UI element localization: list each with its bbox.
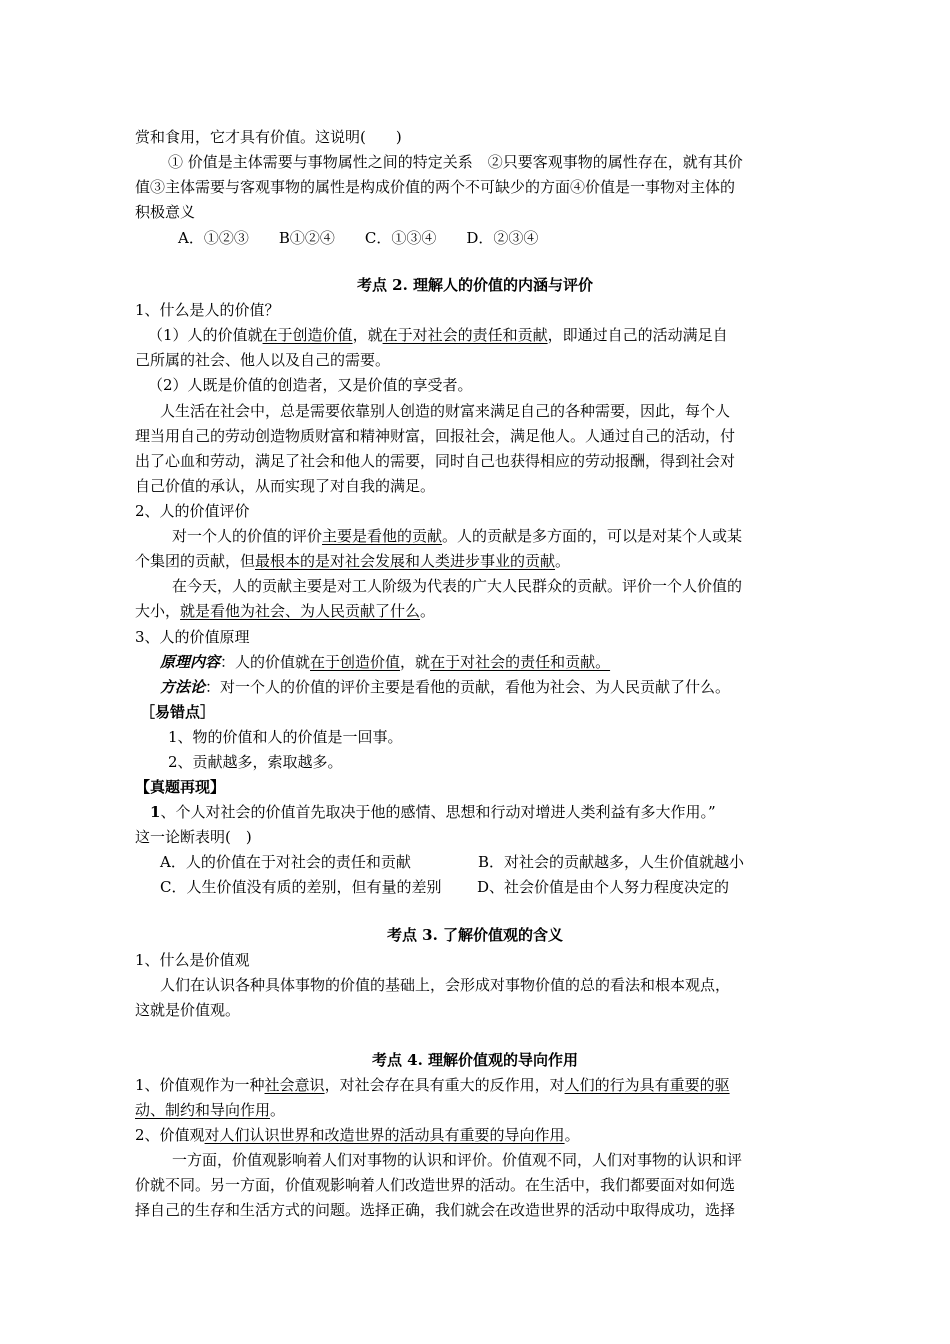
paragraph: 人生活在社会中，总是需要依靠别人创造的财富来满足自己的各种需要，因此，每个人: [160, 402, 731, 420]
paragraph: 1、价值观作为一种社会意识，对社会存在具有重大的反作用，对人们的行为具有重要的驱: [135, 1076, 730, 1094]
exam-option-a: A．人的价值在于对社会的责任和贡献: [160, 853, 411, 871]
paragraph: 价就不同。另一方面，价值观影响着人们改造世界的活动。在生活中，我们都要面对如何选: [135, 1176, 736, 1194]
exam-option-d: D、社会价值是由个人努力程度决定的: [477, 878, 730, 896]
question-text: 赏和食用，它才具有价值。这说明( ): [135, 128, 402, 146]
paragraph: 动、制约和导向作用。: [135, 1101, 286, 1119]
paragraph: （1）人的价值就在于创造价值，就在于对社会的责任和贡献，即通过自己的活动满足自: [148, 326, 728, 344]
question-options: A．①②③ B①②④ C．①③④ D．②③④: [178, 229, 539, 247]
list-item: 2、贡献越多，索取越多。: [168, 753, 343, 771]
paragraph: （2）人既是价值的创造者，又是价值的享受者。: [148, 376, 473, 394]
paragraph: 出了心血和劳动，满足了社会和他人的需要，同时自己也获得相应的劳动报酬，得到社会对: [135, 452, 736, 470]
exam-option-b: B．对社会的贡献越多，人生价值就越小: [478, 853, 745, 871]
mistakes-title: ［易错点］: [140, 703, 216, 721]
paragraph: 人们在认识各种具体事物的价值的基础上，会形成对事物价值的总的看法和根本观点，: [160, 976, 731, 994]
subsection-title: 1、什么是价值观: [135, 951, 250, 969]
subsection-title: 2、人的价值评价: [135, 502, 250, 520]
paragraph: 对一个人的价值的评价主要是看他的贡献。人的贡献是多方面的，可以是对某个人或某: [172, 527, 743, 545]
paragraph: 2、价值观对人们认识世界和改造世界的活动具有重要的导向作用。: [135, 1126, 580, 1144]
paragraph: 自己价值的承认，从而实现了对自我的满足。: [135, 477, 436, 495]
paragraph: 个集团的贡献，但最根本的是对社会发展和人类进步事业的贡献。: [135, 552, 571, 570]
section-heading: 考点 4. 理解价值观的导向作用: [371, 1051, 579, 1069]
paragraph: 这就是价值观。: [135, 1001, 241, 1019]
principle-content: 原理内容：人的价值就在于创造价值，就在于对社会的责任和贡献。: [160, 653, 611, 671]
methodology: 方法论：对一个人的价值的评价主要是看他的贡献，看他为社会、为人民贡献了什么。: [160, 678, 731, 696]
list-item: 1、物的价值和人的价值是一回事。: [168, 728, 403, 746]
paragraph: 大小，就是看他为社会、为人民贡献了什么。: [135, 602, 436, 620]
paragraph: 理当用自己的劳动创造物质财富和精神财富，回报社会，满足他人。人通过自己的活动，付: [135, 427, 736, 445]
exam-title: 【真题再现】: [135, 778, 226, 796]
exam-question: 这一论断表明( ): [135, 828, 252, 846]
paragraph: 一方面，价值观影响着人们对事物的认识和评价。价值观不同，人们对事物的认识和评: [172, 1151, 743, 1169]
section-heading: 考点 2. 理解人的价值的内涵与评价: [356, 276, 594, 294]
paragraph: 择自己的生存和生活方式的问题。选择正确，我们就会在改造世界的活动中取得成功，选择: [135, 1201, 736, 1219]
question-statements: 值③主体需要与客观事物的属性是构成价值的两个不可缺少的方面④价值是一事物对主体的: [135, 178, 736, 196]
exam-option-c: C．人生价值没有质的差别，但有量的差别: [160, 878, 442, 896]
question-statements: ① 价值是主体需要与事物属性之间的特定关系 ②只要客观事物的属性存在，就有其价: [168, 153, 743, 171]
subsection-title: 3、人的价值原理: [135, 628, 250, 646]
paragraph: 己所属的社会、他人以及自己的需要。: [135, 351, 391, 369]
subsection-title: 1、什么是人的价值？: [135, 301, 280, 319]
exam-question: 1、个人对社会的价值首先取决于他的感情、思想和行动对增进人类利益有多大作用。”: [150, 803, 716, 821]
section-heading: 考点 3. 了解价值观的含义: [386, 926, 564, 944]
paragraph: 在今天，人的贡献主要是对工人阶级为代表的广大人民群众的贡献。评价一个人价值的: [172, 577, 743, 595]
question-statements: 积极意义: [135, 203, 196, 221]
